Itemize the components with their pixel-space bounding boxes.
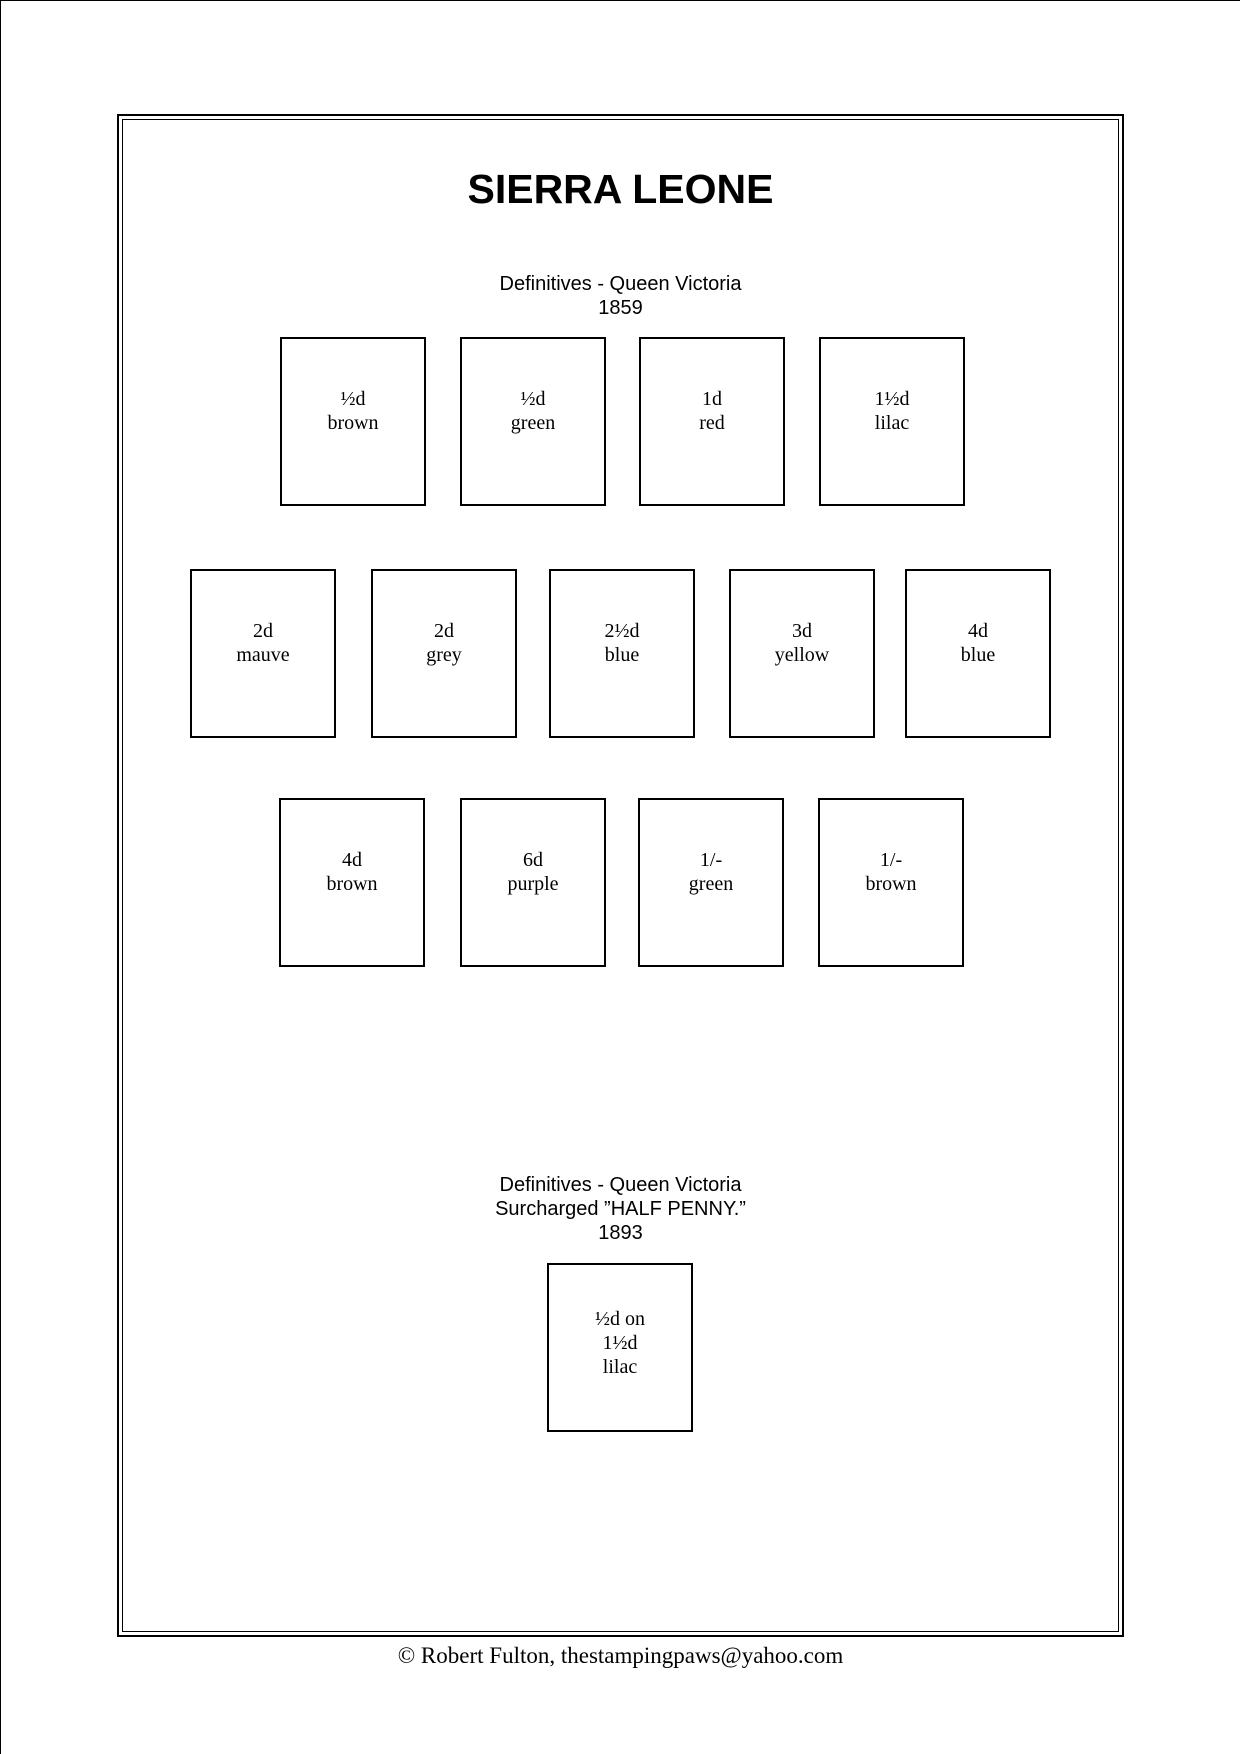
- stamp-box: [819, 337, 965, 506]
- stamp-value: 4d: [342, 848, 362, 871]
- stamp-value: 2d: [434, 619, 454, 642]
- section-2-title: Definitives - Queen Victoria: [499, 1174, 742, 1196]
- stamp-value: 1½d: [874, 387, 910, 410]
- page-edge-left: [0, 0, 1, 1754]
- stamp-color: green: [510, 411, 556, 434]
- stamp-color: green: [688, 872, 734, 895]
- stamp-box: [279, 798, 425, 967]
- section-1-year: 1859: [598, 297, 643, 319]
- section-2-year: 1893: [598, 1222, 643, 1244]
- stamp-color: grey: [426, 643, 462, 666]
- stamp-box: [547, 1263, 693, 1432]
- stamp-value: 3d: [792, 619, 812, 642]
- stamp-value: 2½d: [604, 619, 640, 642]
- stamp-value: 4d: [968, 619, 988, 642]
- stamp-box: [460, 337, 606, 506]
- stamp-box: [549, 569, 695, 738]
- stamp-color: yellow: [774, 643, 830, 666]
- stamp-box: [818, 798, 964, 967]
- stamp-color: brown: [327, 411, 379, 434]
- stamp-color: mauve: [236, 643, 290, 666]
- stamp-value: ½d: [520, 387, 546, 410]
- stamp-box: [371, 569, 517, 738]
- section-2-subtitle: Surcharged ”HALF PENNY.”: [495, 1198, 746, 1220]
- stamp-value: 1d: [702, 387, 722, 410]
- stamp-value: 2d: [253, 619, 273, 642]
- section-1-title: Definitives - Queen Victoria: [499, 273, 742, 295]
- stamp-box: [190, 569, 336, 738]
- stamp-value: 1/-: [879, 848, 903, 871]
- stamp-color: blue: [604, 643, 640, 666]
- page-edge-top: [0, 0, 1240, 1]
- stamp-value: ½d: [340, 387, 366, 410]
- stamp-box: [638, 798, 784, 967]
- stamp-color: red: [699, 411, 725, 434]
- stamp-value: 1½d: [602, 1331, 638, 1354]
- stamp-color: brown: [326, 872, 378, 895]
- stamp-value: 6d: [523, 848, 543, 871]
- stamp-box: [905, 569, 1051, 738]
- stamp-color: lilac: [602, 1355, 638, 1378]
- section-1-heading: [122, 272, 1119, 320]
- stamp-value: ½d on: [595, 1307, 645, 1330]
- stamp-color: lilac: [874, 411, 910, 434]
- stamp-box: [280, 337, 426, 506]
- stamp-color: brown: [865, 872, 917, 895]
- page-title: SIERRA LEONE: [467, 166, 774, 212]
- stamp-box: [460, 798, 606, 967]
- stamp-color: blue: [960, 643, 996, 666]
- stamp-box: [729, 569, 875, 738]
- section-2-heading: [122, 1173, 1119, 1245]
- stamp-value: 1/-: [699, 848, 723, 871]
- stamp-color: purple: [507, 872, 559, 895]
- stamp-box: [639, 337, 785, 506]
- copyright-footer: © Robert Fulton, thestampingpaws@yahoo.com: [397, 1643, 844, 1668]
